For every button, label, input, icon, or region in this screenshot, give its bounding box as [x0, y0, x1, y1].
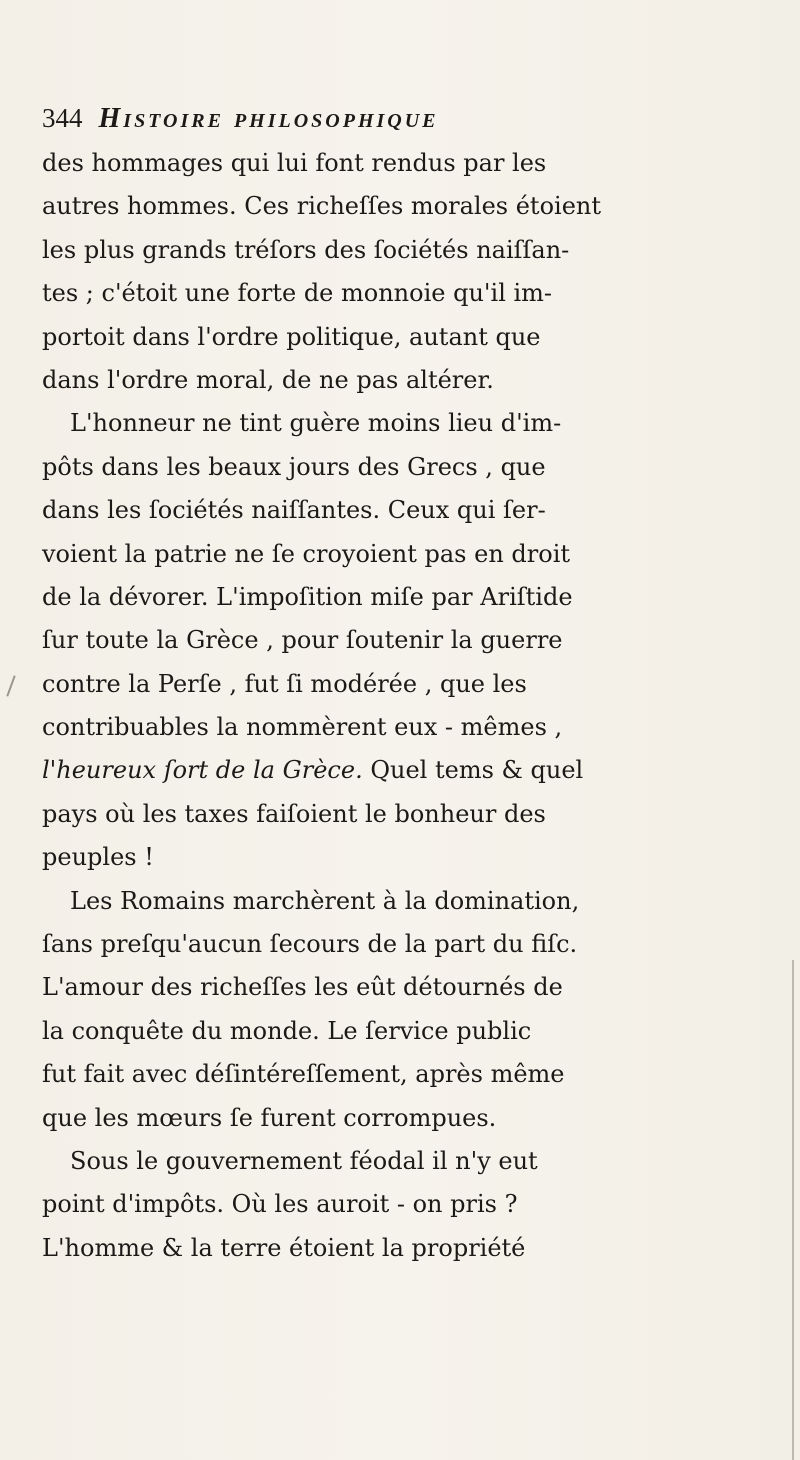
text-line: peuples ! [42, 843, 154, 872]
text-line: voient la patrie ne ſe croyoient pas en droit [42, 539, 571, 568]
running-title: Histoire philosophique [98, 103, 439, 134]
text-line: L'honneur ne tint guère moins lieu d'im- [70, 409, 562, 438]
text-line: autres hommes. Ces richeſſes morales étoient [42, 192, 601, 221]
text-line: fut fait avec déſintéreſſement, après même [42, 1060, 565, 1089]
text-line: que les mœurs ſe furent corrompues. [42, 1103, 497, 1132]
text-line: L'homme & la terre étoient la propriété [42, 1233, 526, 1262]
text-line: des hommages qui lui font rendus par les [42, 149, 547, 177]
text-line: les plus grands tréſors des ſociétés naiſſan- [42, 235, 570, 264]
text-line: la conquête du monde. Le ſervice public [42, 1016, 532, 1045]
text-line: contribuables la nommèrent eux - mêmes , [42, 713, 563, 742]
text-line [42, 749, 800, 792]
running-header [42, 98, 800, 142]
text-line: de la dévorer. L'impoſition miſe par Ariſtide [42, 582, 573, 611]
text-line: pôts dans les beaux jours des Grecs , que [42, 452, 546, 481]
text-line: ſur toute la Grèce , pour ſoutenir la guerre [42, 626, 563, 655]
text-line: Les Romains marchèrent à la domination, [70, 886, 580, 915]
text-line: ſans preſqu'aucun ſecours de la part du fiſc. [42, 930, 578, 959]
text-fragment: Quel tems & quel [362, 756, 584, 785]
text-line: dans l'ordre moral, de ne pas altérer. [42, 365, 494, 394]
text-line: L'amour des richeſſes les eût détournés de [42, 973, 563, 1002]
margin-mark [6, 675, 15, 696]
text-line: pays où les taxes faiſoient le bonheur des [42, 799, 546, 828]
text-line: tes ; c'étoit une forte de monnoie qu'il im- [42, 279, 553, 308]
italic-quote: l'heureux ſort de la Grèce. [42, 756, 363, 785]
page-number: 344 [42, 103, 83, 133]
page-text [42, 98, 800, 1270]
text-line: point d'impôts. Où les auroit - on pris ? [42, 1190, 518, 1219]
text-line: dans les ſociétés naiſſantes. Ceux qui ſer- [42, 496, 546, 525]
text-line: portoit dans l'ordre politique, autant que [42, 322, 541, 351]
text-line: Sous le gouvernement féodal il n'y eut [70, 1146, 538, 1175]
text-line: contre la Perſe , fut ſi modérée , que les [42, 669, 527, 698]
